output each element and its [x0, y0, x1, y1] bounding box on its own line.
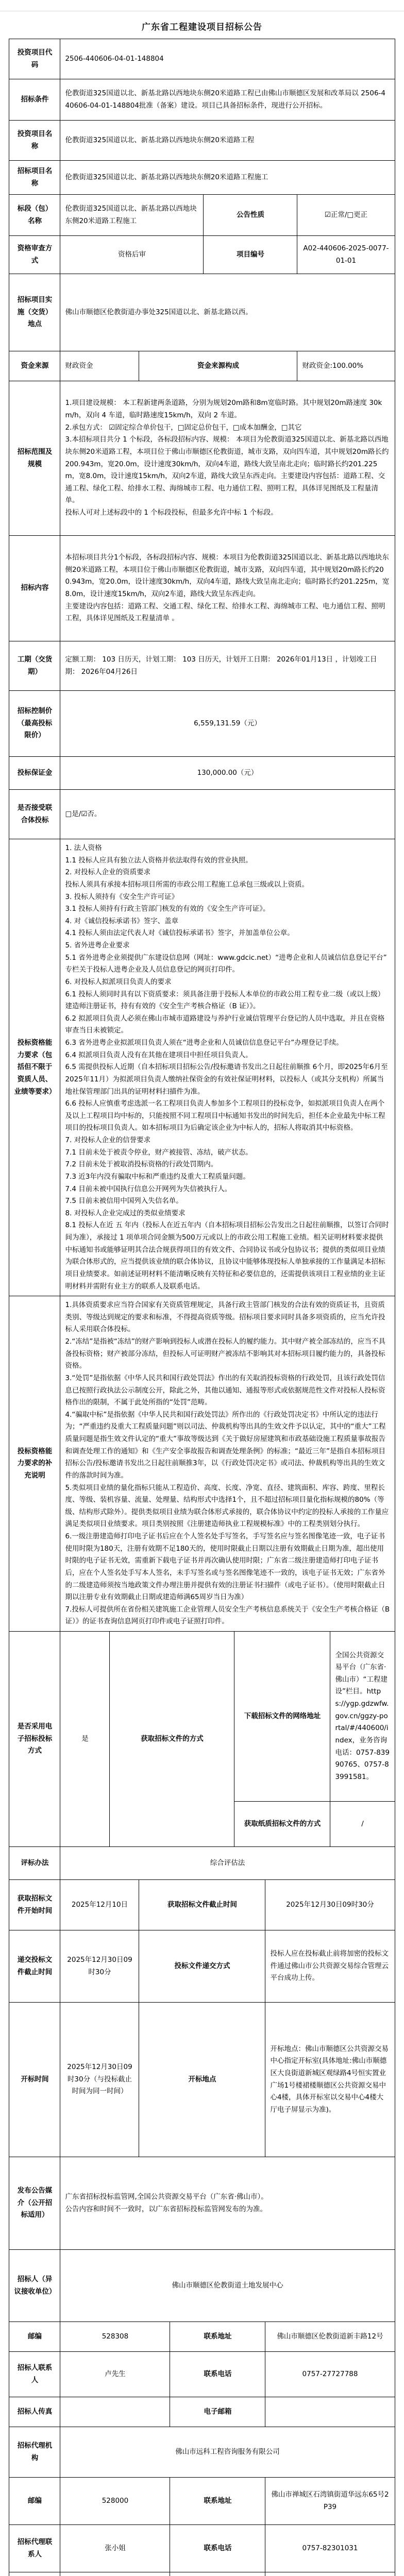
field-value: 2025年12月30日09时30分: [60, 1930, 139, 2003]
field-value: 2025年12月30日09时30分（与投标截止时间为同一时间）: [60, 2003, 139, 2157]
table-row: [9, 839, 395, 1296]
field-value: [60, 2397, 170, 2427]
field-value: 伦教街道325国道以北、新基北路以西地块东侧20米道路工程已由佛山市顺德区发展和改革局以 2506-440606-04-01-148804批准（备案）建设。项目已具备招标条件，现进行公开招标。: [60, 79, 395, 121]
field-value: [60, 2157, 395, 2250]
paragraph: 5.类似项目业绩的量化指标只能从工程造价、高度、长度、净宽、直径、建筑面积、库容、跨度、里程长度、等级、装机容量、流量、处理量、结构形式中选择1个，且不超过招标项目量化指标规模的80%（等级、结构形式除外）。提供类似项目业绩为联合体形式承接的，联合体协议中约定的投标人承接的工作量应满足类似项目业绩要求。项目类别按照《注册建造师执业工程规模标准》中的工程类别划分执行。: [65, 1482, 390, 1531]
field-label: 标段（包）名称: [9, 195, 60, 236]
field-label: 联系地址: [170, 2478, 265, 2525]
field-value: 佛山市顺德区伦教街道新丰路12号: [265, 2322, 395, 2352]
paragraph: 8. 对投标人企业完成过的类似业绩要求: [65, 1208, 390, 1220]
table-row: [9, 691, 395, 757]
field-value: 资格后审: [60, 236, 204, 274]
table-row: [9, 39, 395, 79]
paragraph: 7.1 目前未处于被责令停业，财产被接管、冻结，破产状态。: [65, 1147, 390, 1159]
field-value: 是: [60, 1632, 110, 1847]
paragraph: 2.“冻结”是指被“冻结”的财产影响到投标人或潜在投标人的履约能力。其中财产被全部冻结的，应当不具备投标资格；财产被部分冻结，但投标人可证明财产被冻结不影响其对本招标项目履约能力的，具备投标资格。: [65, 1336, 390, 1372]
field-value: □是/☑否。: [60, 790, 395, 839]
field-label: 是否采用电子招标投标方式: [9, 1632, 60, 1847]
paragraph: 1.具体资质要求应当符合国家有关资质管理规定，具备行政主管部门核发的合法有效的资质证书，且资质类别、等级达到规定的要求和标准，不得提高资质等级。招标项目要求同时具备多项资质的，应当允许投标人采用联合体投标。: [65, 1299, 390, 1336]
page-top-divider: [0, 0, 404, 11]
paragraph: 广东省招标投标监管网,全国公共资源交易平台（广东省·佛山市）。: [65, 2191, 390, 2204]
field-label: 联系电话: [170, 2525, 265, 2572]
field-label: 获取纸质招标文件的方式: [234, 1802, 330, 1847]
paragraph: 7.投标人可提供所在省份相关建筑施工企业管理人员安全生产考核信息系统关于《安全生产考核合格证（B证）》的证书查询信息网页打印件或电子证照打印件。: [65, 1604, 390, 1628]
paragraph: 7.3 近3年内没有骗取中标和严重违约及重大工程质量问题。: [65, 1171, 390, 1183]
paragraph: 8.1 投标人在近 五 年内（投标人在近五年内（自本招标项目招标公告发出之日起往前顺推，以签订合同时间为准），承接过 1 项单项合同金额为500万元或以上的市政公用工程施工业绩。相关证明材料要求提供中标通知书或能够证明其合法合规获得项目的有效文件、合同协议书或分包协议书；提供的类似项目业绩为联合体形式的，应当提供该业绩的联合体协议，且协议中能够体现投标人单独承接的工作量满足本招标项目业绩要求。如前述证明材料不能清晰反映有关特征和必要信息的，还需提供该项目工程业绩的业主证明材料并需附有业主方的联系人及联系电话。: [65, 1219, 390, 1293]
table-row: [9, 641, 395, 691]
field-value: 130,000.00（元）: [60, 757, 395, 790]
table-row: [9, 236, 395, 274]
field-value: [60, 839, 395, 1296]
table-row: [9, 2397, 395, 2427]
field-value: 528000: [60, 2478, 170, 2525]
field-value: 财政资金:100.00%: [297, 351, 395, 381]
field-value: 伦教街道325国道以北、新基北路以西地块东侧20米道路工程施工: [60, 195, 204, 236]
field-value: 528308: [60, 2322, 170, 2352]
field-value: 佛山市顺德区伦教街道办事处325国道以北、新基北路以西。: [60, 274, 395, 351]
field-label: 投标保证金: [9, 757, 60, 790]
field-label: 公告性质: [204, 195, 297, 236]
field-value: /: [330, 1802, 395, 1847]
announcement-table-body: [9, 39, 395, 2576]
field-label: 投标资格能力要求（包括但不限于资质人员、业绩等要求）: [9, 839, 60, 1296]
field-value: A02-440606-2025-0077-01-01: [297, 236, 395, 274]
field-label: [9, 2572, 60, 2576]
table-row: [9, 79, 395, 121]
field-value: 综合评估法: [60, 1847, 395, 1880]
field-value: 佛山市顺德区伦教街道土地发展中心: [60, 2250, 395, 2322]
paragraph: 6.4 拟派项目负责人没有在其他在建项目中担任项目负责人。: [65, 1049, 390, 1062]
paragraph: 4.1 投标人须由法定代表人对《诚信投标承诺书》签字，并加盖单位公章。: [65, 927, 390, 940]
field-label: 招标项目名称: [9, 161, 60, 195]
table-row: [9, 195, 395, 236]
paragraph: 6.6 投标人应慎重考虑选派一名工程项目负责人参加多个工程项目的投标竞争，如拟派项目负责人在两个及以上工程项目均中标的，只能按照不同工程项目中标通知书发出的时间先后，担任本企业最先中标工程项目的投标项目负责人。如本招标项目为后确定该企业为中标人的，招标人将取消其中标资格。: [65, 1098, 390, 1134]
table-row: [9, 536, 395, 641]
table-row: [9, 790, 395, 839]
paragraph: 1. 法人资格: [65, 842, 390, 855]
table-row: [9, 2157, 395, 2250]
field-label: 联系电话: [170, 2352, 265, 2397]
field-label: 招标项目实施（交货）地点: [9, 274, 60, 351]
field-label: 获取招标文件截止时间: [139, 1880, 265, 1930]
field-value: ☑正常/□更正: [297, 195, 395, 236]
field-label: 工期（交货期）: [9, 641, 60, 691]
field-label: 获取招标文件开始时间: [9, 1880, 60, 1930]
paragraph: 6.一级注册建造师打印电子证书后应在个人签名处手写签名，手写签名应与签名图像笔迹一致，电子证书使用时限为180天，注册有效期不足180天的，使用时限截止日期以注册有效期截止日期为准，超出使用时限的电子证书无效，需重新下载电子证书并再次确认使用时限；广东省二级注册建造师打印电子证书后，应在个人签名处手写本人签名，未手写签名或与签名图像笔迹不一致的，该电子证书无效；广东省外的二级建造师须按当地政策文件办理注册并提供有效的注册证书扫描件（或电子证书）。（使用时限截止日期以注册专业有效期截止日期或建造师满65周岁当日为准）: [65, 1531, 390, 1604]
field-value: 佛山市禅城区石湾镇街道华远东65号2P39: [265, 2478, 395, 2525]
table-row: [9, 2322, 395, 2352]
field-label: 招标控制价（最高投标限价）: [9, 691, 60, 757]
table-row: [9, 351, 395, 381]
paragraph: 6.1 投标人须同时具有以下资质要求：须具备注册于投标人本单位的市政公用工程专业二级（或以上级）建造师注册证书，持有有效的《安全生产考核合格证（B 证）》。: [65, 989, 390, 1013]
field-label: 递交投标文件截止时间: [9, 1930, 60, 2003]
paragraph: 投标人须具有承接本招标项目所需的市政公用工程施工总承包三级或以上资质。: [65, 879, 390, 891]
field-value: 0757-82301031: [265, 2525, 395, 2572]
paragraph: 7.5 目前未被信用中国列入失信名单。: [65, 1195, 390, 1208]
paragraph: 7.4 目前未被中国执行信息公开网列为失信被执行人。: [65, 1183, 390, 1196]
field-label: 招标内容: [9, 536, 60, 641]
field-value: 张小姐: [60, 2525, 170, 2572]
table-row: [9, 2478, 395, 2525]
field-value: [265, 2397, 395, 2427]
table-row: [9, 2427, 395, 2478]
field-label: 开标地点: [139, 2003, 265, 2157]
paragraph: 1.1 投标人应具有独立法人资格并依法取得有效的营业执照。: [65, 855, 390, 867]
field-label: 资格审查方式: [9, 236, 60, 274]
field-label: 招标条件: [9, 79, 60, 121]
paragraph: 本招标项目共分1个标段，各标段招标内容、规模：本项目为伦教街道325国道以北、新基北路以西地块东侧20米道路工程，本项目位于佛山市顺德区伦教街道，城市支路，双向四车道，其中规划20m路长约200.943m，宽20.0m，设计速度30km/h，双向4车道，路线大致呈南北走向；临时路长约201.225m，宽8.0m，设计速度15km/h，双向2车道，路线大致呈东西走向。: [65, 552, 390, 601]
field-value: 投标人应在投标截止前将加密的投标文件通过佛山市公共资源交易综合管理云平台成功上传。: [265, 1930, 395, 2003]
field-value: 2025年12月10日: [60, 1880, 139, 1930]
paragraph: 7.2 目前未处于被取消投标资格的行政处罚期内。: [65, 1159, 390, 1171]
field-label: 招标人联系人: [9, 2352, 60, 2397]
field-value: 伦教街道325国道以北、新基北路以西地块东侧20米道路工程施工: [60, 161, 395, 195]
field-label: 招标代理机构: [9, 2427, 60, 2478]
paragraph: 投标人可对上述标段中的 1 个标段投标，但最多允许中标 1 个标段。: [65, 507, 390, 519]
field-label: 邮编: [9, 2322, 60, 2352]
field-label: 联系地址: [170, 2322, 265, 2352]
paragraph: 3. 投标人须持有《安全生产许可证》: [65, 891, 390, 904]
paragraph: 5.1 省外进粤企业须提供广东建设信息网（网址：www.gdcic.net）“进粤企业和人员诚信信息登记平台”专栏关于投标人进粤企业及人员信息登记的网页打印件。: [65, 952, 390, 976]
field-value: 2025年12月30日09时30分: [265, 1880, 395, 1930]
field-label: 电子邮箱: [170, 2397, 265, 2427]
field-label: 投资项目名称: [9, 121, 60, 161]
field-label: 投资项目代码: [9, 39, 60, 79]
table-row: [9, 121, 395, 161]
field-label: 招标人（异议接收单位）: [9, 2250, 60, 2322]
field-value: 开标地点：佛山市顺德区公共资源交易中心指定开标室(具体地址:佛山市顺德区大良街道新城区观绿路4号恒实置业广场1号楼裙楼顺德区公共资源交易中心4楼，具体开标室以交易中心4楼大厅电子屏显示为准)。: [265, 2003, 395, 2157]
field-value: 0757-27727788: [265, 2352, 395, 2397]
field-label: 投标文件递交方式: [139, 1930, 265, 2003]
table-row: [9, 757, 395, 790]
paragraph: 2. 对投标人企业的资质要求: [65, 867, 390, 879]
table-row: [9, 1930, 395, 2003]
table-row: [9, 1296, 395, 1632]
paragraph: 公告内容和时间不一致时，以广东省招标投标监管网发布的为准。: [65, 2204, 390, 2216]
field-value: [60, 2572, 170, 2576]
field-label: [170, 2572, 265, 2576]
paragraph: 4. 对《诚信投标承诺书》签字、盖章: [65, 916, 390, 928]
field-value: [60, 381, 395, 536]
paragraph: 6. 对投标人拟派项目负责人的要求: [65, 976, 390, 989]
paragraph: 7. 对投标人企业的信誉要求: [65, 1134, 390, 1147]
field-value: 2506-440606-04-01-148804: [60, 39, 395, 79]
field-value: 定额工期： 103 日历天，计划工期： 103 日历天，计划开工日期： 2026年01月13日 ，计划竣工日期： 2026年04月26日: [60, 641, 395, 691]
announcement-table: [9, 39, 395, 2576]
field-label: 是否接受联合体投标: [9, 790, 60, 839]
field-label: 招标范围及规模: [9, 381, 60, 536]
paragraph: 3.1 投标人须持有行政主管部门核发的有效的《安全生产许可证》。: [65, 903, 390, 916]
field-value: 全国公共资源交易平台（广东省·佛山市）“工程建设”栏目。https://ygp.gdzwfw.gov.cn/ggzy-portal/#/440600/index，业务咨询电话：0757-83990765、0757-83991581。: [330, 1632, 395, 1802]
field-label: 资金来源构成: [139, 351, 297, 381]
field-label: 招标代理联系人: [9, 2525, 60, 2572]
paragraph: 4.“骗取中标”是指依据《中华人民共和国行政处罚法》所作出的《行政处罚决定书》中所认定的违法行为；“严重违约及重大工程质量问题”则以司法、仲裁机构等出具的生效文件予以认定，其中的“重大”工程质量问题是指生效文件认定的“重大”事故等级达到《关于做好房屋建筑和市政基础设施工程质量事故报告和调查处理工作的通知》和《生产安全事故报告和调查处理条例》的标准；“最近三年”是指自本招标项目招标公告/投标邀请书发出之日起往前顺推3年，以《行政处罚决定书》或司法、仲裁机构等出具的生效文件的落款时间为准。: [65, 1409, 390, 1482]
table-row: [9, 1632, 395, 1802]
field-label: 下载招标文件的网络地址: [234, 1632, 330, 1802]
table-row: [9, 2572, 395, 2576]
field-value: 伦教街道325国道以北、新基北路以西地块东侧20米道路工程: [60, 121, 395, 161]
field-label: 发布公告媒介（公开招标适用）: [9, 2157, 60, 2250]
field-value: 财政资金: [60, 351, 139, 381]
paragraph: 2.承包方式： ☑固定综合单价包干，□固定总价包干，□成本加酬金，□其它: [65, 422, 390, 434]
field-label: 项目编号: [204, 236, 297, 274]
field-value: [60, 536, 395, 641]
table-row: [9, 2003, 395, 2157]
paragraph: 主要建设内容包括：道路工程、交通工程、绿化工程、给排水工程、海绵城市工程、电力通信工程、照明工程，具体详见图纸及工程量清单 。: [65, 601, 390, 625]
table-row: [9, 381, 395, 536]
field-value: 6,559,131.59（元）: [60, 691, 395, 757]
table-row: [9, 2352, 395, 2397]
table-row: [9, 2250, 395, 2322]
field-label: 开标时间: [9, 2003, 60, 2157]
field-label: 资金来源: [9, 351, 60, 381]
paragraph: 5. 省外进粤企业要求: [65, 940, 390, 952]
field-value: [265, 2572, 395, 2576]
field-value: [60, 1296, 395, 1632]
announcement-page: [0, 20, 404, 2576]
page-title: 广东省工程建设项目招标公告: [0, 20, 404, 32]
paragraph: 1.项目建设规模： 本工程新建两条道路，分别为规划20m路和8m宽临时路。其中规划20m路速度 30km/h，双向 4 车道，临时路速度15km/h，双向 2 车道。: [65, 397, 390, 421]
table-row: [9, 161, 395, 195]
field-label: 招标人传真: [9, 2397, 60, 2427]
field-label: 获取招标文件的方式: [110, 1632, 234, 1847]
paragraph: 6.5 需提供投标人近期（自本招标项目招标公告/投标邀请书发出之日起往前顺推 6个月，即2025年6月至2025年11月）为拟派项目负责人缴纳社保资金的有效社保证明材料，以投标人（或其分支机构）所属当地社保管理部门出具的证明材料扫描件为准。: [65, 1061, 390, 1098]
table-row: [9, 2525, 395, 2572]
paragraph: 3.本招标项目共分 1 个标段，各标段招标内容、规模： 本项目为伦教街道325国道以北、新基北路以西地块东侧20米道路工程，本项目位于佛山市顺德区伦教街道，城市支路，双向四车道，其中规划20m路长约200.943m，宽20.0m，设计速度30km/h，双向4车道，路线大致呈南北走向；临时路长约201.225m，宽8.0m，设计速度15km/h，双向2车道，路线大致呈东西走向。主要建设内容包括：道路工程、交通工程、绿化工程、给排水工程、海绵城市工程、电力通信工程、照明工程，具体详见图纸及工程量清单。: [65, 434, 390, 507]
table-row: [9, 274, 395, 351]
field-label: 评标办法: [9, 1847, 60, 1880]
paragraph: 3.“处罚”是指依据《中华人民共和国行政处罚法》作出的有关取消投标资格的行政处罚，且该行政处罚信息已按照行政执法公示制度公开，除此之外，其他以通知、通报等形式或依据规范性文件对投标人投标资格作出的限制，不属于此处所指的“处罚”范畴。: [65, 1372, 390, 1409]
field-label: 投标资格能力要求的补充说明: [9, 1296, 60, 1632]
table-row: [9, 1880, 395, 1930]
paragraph: 6.3 省外进粤企业拟派项目负责人须在“进粤企业和人员诚信信息登记平台”办理登记手续。: [65, 1037, 390, 1049]
field-label: 邮编: [9, 2478, 60, 2525]
field-value: 佛山市远科工程咨询服务有限公司: [60, 2427, 395, 2478]
field-value: 卢先生: [60, 2352, 170, 2397]
paragraph: 6.2 拟派项目负责人必须在佛山市城市道路建设与养护行业诚信管理平台登记的人员中选取，并且在资格审查当日未被锁定。: [65, 1013, 390, 1037]
table-row: [9, 1847, 395, 1880]
